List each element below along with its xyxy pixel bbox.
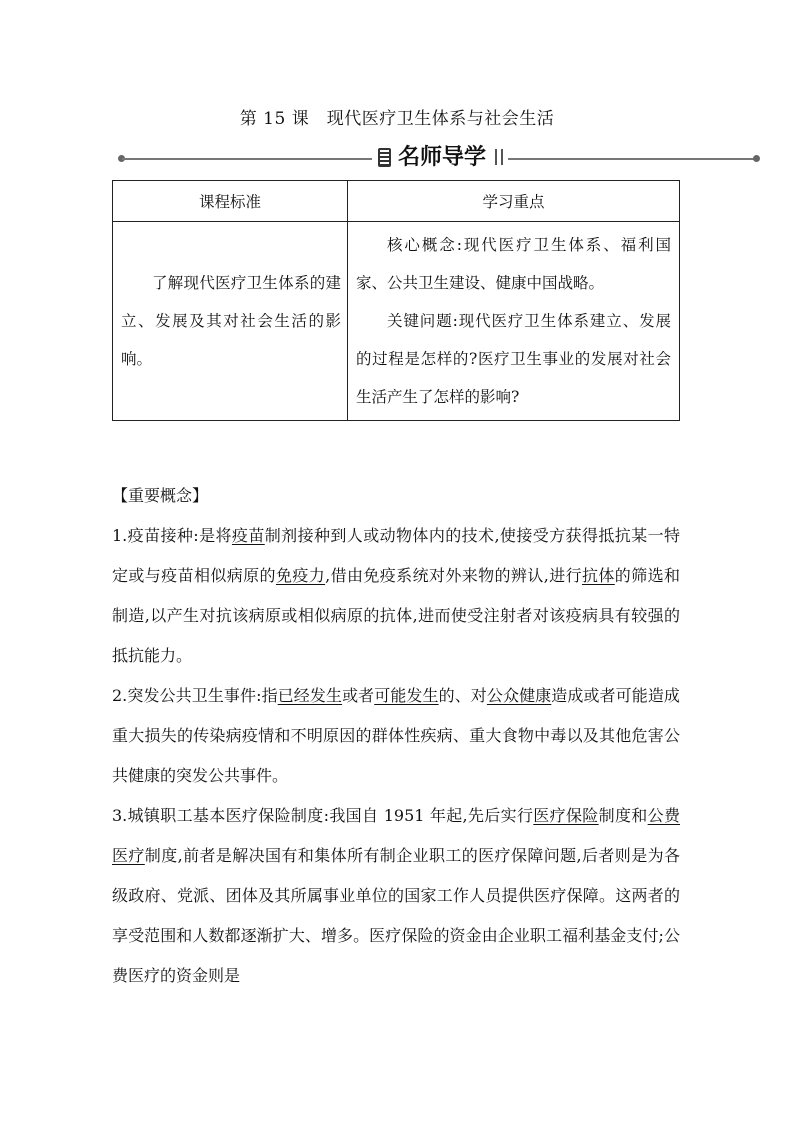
concept-text: ,借由免疫系统对外来物的辨认,进行 (325, 566, 582, 585)
concept-text: 造成或者可能造成重大损失的传染病疫情和不明原因的群体性疾病、重大食物中毒以及其他危害公共健康的突发公共事件。 (112, 686, 680, 785)
underlined-term: 医疗保险 (533, 806, 599, 825)
concepts-heading: 【重要概念】 (112, 486, 209, 505)
concept-text: 制度,前者是解决国有和集体所有制企业职工的医疗保障问题,后者则是为各级政府、党派、团体及其所属事业单位的国家工作人员提供医疗保障。这两者的享受范围和人数都逐渐扩大、增多。医疗保险的资金由企业职工福利基金支付;公费医疗的资金则是 (112, 846, 680, 985)
table-row (113, 222, 680, 421)
underlined-term: 疫苗 (231, 526, 265, 545)
table-header-row (113, 181, 680, 222)
concept-public-health-emergency (112, 676, 680, 796)
focus-cell (348, 222, 680, 421)
header-focus: 学习重点 (348, 181, 680, 222)
header-standard: 课程标准 (113, 181, 348, 222)
underlined-term: 可能发生 (374, 686, 439, 705)
focus-key-questions: 关键问题:现代医疗卫生体系建立、发展的过程是怎样的?医疗卫生事业的发展对社会生活产生了怎样的影响? (356, 312, 671, 406)
concepts-section (112, 476, 680, 996)
banner-dot-right (753, 155, 760, 162)
banner-mark-icon (495, 149, 503, 165)
lesson-title: 第 15 课 现代医疗卫生体系与社会生活 (239, 109, 555, 129)
underlined-term: 公费医疗 (112, 806, 680, 865)
underlined-term: 抗体 (581, 566, 615, 585)
concept-text: 的、对 (438, 686, 487, 705)
underlined-term: 免疫力 (275, 566, 326, 585)
concept-text: 2.突发公共卫生事件:指 (112, 686, 278, 705)
concept-vaccination (112, 516, 680, 676)
underlined-term: 公众健康 (486, 686, 552, 705)
concept-text: 1.疫苗接种:是将 (112, 526, 232, 545)
banner-rule-right (508, 158, 756, 160)
focus-core-concepts: 核心概念:现代医疗卫生体系、福利国家、公共卫生建设、健康中国战略。 (356, 236, 671, 292)
banner-rule-left (122, 158, 372, 160)
concept-text: 的筛选和制造,以产生对抗该病原或相似病原的抗体,进而使受注射者对该疫病具有较强的抵抗能力。 (112, 566, 680, 665)
standard-cell: 了解现代医疗卫生体系的建立、发展及其对社会生活的影响。 (113, 222, 348, 421)
book-icon (378, 148, 391, 167)
underlined-term: 已经发生 (277, 686, 343, 705)
concept-text: 3.城镇职工基本医疗保险制度:我国自 1951 年起,先后实行 (112, 806, 534, 825)
concept-text: 制度和 (598, 806, 648, 825)
concept-text: 制剂接种到人或动物体内的技术,使接受方获得抵抗某一特定或与疫苗相似病原的 (112, 526, 680, 585)
curriculum-table (112, 180, 680, 421)
section-banner (118, 143, 760, 173)
banner-title: 名师导学 (398, 145, 487, 170)
concept-medical-insurance (112, 796, 680, 996)
concept-text: 或者 (342, 686, 375, 705)
